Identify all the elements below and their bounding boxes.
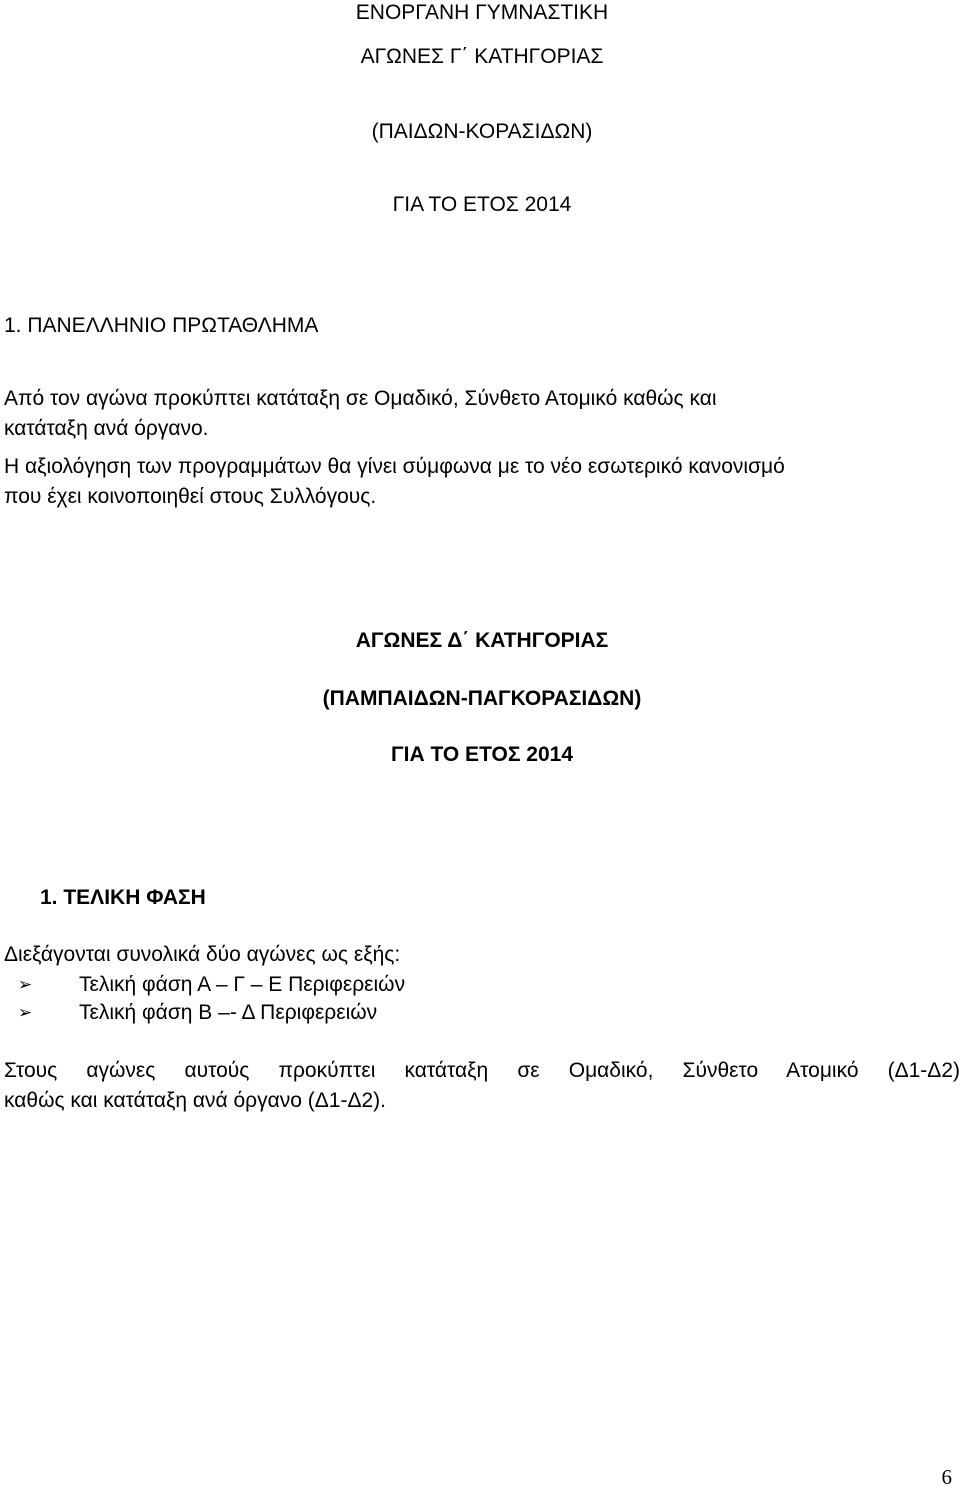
championship-para1-line1: Από τον αγώνα προκύπτει κατάταξη σε Ομαδικό, Σύνθετο Ατομικό καθώς και xyxy=(4,387,717,410)
final-phase-para-line1: Στους αγώνες αυτούς προκύπτει κατάταξη σε Ομαδικό, Σύνθετο Ατομικό (Δ1-Δ2) xyxy=(4,1059,960,1082)
final-phase-para-line2: καθώς και κατάταξη ανά όργανο (Δ1-Δ2). xyxy=(4,1089,386,1112)
championship-para1-line2: κατάταξη ανά όργανο. xyxy=(4,417,209,440)
section-heading-final-phase: 1. ΤΕΛΙΚΗ ΦΑΣΗ xyxy=(40,886,206,909)
category-d-year: ΓΙΑ ΤΟ ΕΤΟΣ 2014 xyxy=(390,743,574,766)
list-item-text: Τελική φάση Β –- Δ Περιφερειών xyxy=(79,1001,378,1024)
arrow-bullet-icon: ➢ xyxy=(18,1003,33,1022)
final-phase-intro: Διεξάγονται συνολικά δύο αγώνες ως εξής: xyxy=(4,943,401,966)
list-item-text: Τελική φάση Α – Γ – Ε Περιφερειών xyxy=(79,973,406,996)
category-c-title: ΑΓΩΝΕΣ Γ΄ ΚΑΤΗΓΟΡΙΑΣ xyxy=(360,45,604,68)
section-heading-championship: 1. ΠΑΝΕΛΛΗΝΙΟ ΠΡΩΤΑΘΛΗΜΑ xyxy=(4,314,319,337)
arrow-bullet-icon: ➢ xyxy=(18,975,33,994)
category-d-title: ΑΓΩΝΕΣ Δ΄ ΚΑΤΗΓΟΡΙΑΣ xyxy=(355,629,609,652)
page-number: 6 xyxy=(941,1465,952,1489)
championship-para2-line1: Η αξιολόγηση των προγραμμάτων θα γίνει σύμφωνα με το νέο εσωτερικό κανονισμό xyxy=(4,455,785,478)
category-c-subtitle: (ΠΑΙΔΩΝ-ΚΟΡΑΣΙΔΩΝ) xyxy=(371,120,593,143)
championship-para2-line2: που έχει κοινοποιηθεί στους Συλλόγους. xyxy=(4,485,377,508)
category-c-year: ΓΙΑ ΤΟ ΕΤΟΣ 2014 xyxy=(392,193,572,216)
doc-title: ΕΝΟΡΓΑΝΗ ΓΥΜΝΑΣΤΙΚΗ xyxy=(355,1,609,24)
category-d-subtitle: (ΠΑΜΠΑΙΔΩΝ-ΠΑΓΚΟΡΑΣΙΔΩΝ) xyxy=(322,687,642,710)
